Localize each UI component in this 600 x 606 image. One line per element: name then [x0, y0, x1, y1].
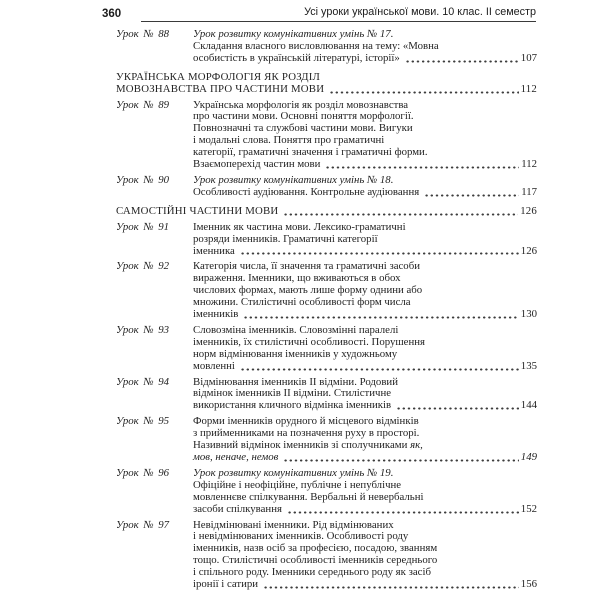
toc-line: [193, 309, 537, 321]
toc-text: іменників: [193, 308, 239, 321]
toc-entry-body: [193, 325, 537, 373]
dot-leader: [396, 403, 519, 412]
page-ref: 156: [520, 578, 537, 591]
toc-entry: [116, 520, 537, 591]
toc-line: [193, 452, 537, 464]
lesson-label: Урок № 93: [116, 323, 170, 336]
toc-text: Категорія числа, її значення та граматичні засоби: [193, 260, 420, 273]
toc-text: УКРАЇНСЬКА МОРФОЛОГІЯ ЯК РОЗДІЛ: [116, 70, 321, 83]
toc-text: з прийменниками на позначення руху в просторі.: [193, 427, 420, 440]
toc-entry-body: [193, 175, 537, 199]
toc-text: іменників, назв осіб за професією, посадою, званням: [193, 542, 438, 555]
toc-text: Невідмінювані іменники. Рід відмінюваних: [193, 518, 394, 531]
toc-entry: [116, 261, 537, 321]
toc-text: Відмінювання іменників ІІ відміни. Родовий: [193, 375, 398, 388]
lesson-label: Урок № 88: [116, 28, 170, 40]
page-ref: 112: [521, 158, 537, 171]
toc-text: множини. Стилістичні особливості форм числа: [193, 296, 411, 309]
toc-line: [193, 361, 537, 373]
toc-line: [193, 234, 537, 246]
toc-line: [193, 53, 537, 65]
page-number: 360: [102, 8, 122, 20]
lesson-label: Урок № 96: [116, 466, 170, 479]
toc-text: Форми іменників орудного й місцевого відмінків: [193, 415, 419, 428]
toc-entry: [116, 377, 537, 413]
header-rule: [141, 6, 536, 22]
lesson-label: Урок № 89: [116, 98, 170, 111]
page-ref: 149: [520, 451, 537, 463]
page-ref: 126: [520, 244, 537, 257]
dot-leader: [240, 364, 519, 373]
toc-text: і спільного роду. Іменники середнього роду як засіб: [193, 566, 431, 579]
toc-entry-body: [193, 416, 537, 464]
toc-text: Складання власного висловлювання на тему: «Мовна: [193, 39, 439, 52]
dot-leader: [283, 209, 518, 218]
page-ref: 112: [520, 82, 537, 95]
page-ref: 126: [520, 204, 537, 217]
toc-entry: [116, 72, 537, 96]
toc-text: іменника: [193, 244, 235, 257]
toc-entry-body: [193, 29, 537, 65]
toc-text: мовленнєве спілкування. Вербальні й невербальні: [193, 490, 424, 503]
dot-leader: [329, 87, 518, 96]
toc-entry: [116, 29, 537, 65]
dot-leader: [283, 455, 518, 464]
lesson-label: Урок № 97: [116, 518, 170, 531]
dot-leader: [287, 507, 519, 516]
toc-line: [193, 349, 537, 361]
dot-leader: [263, 582, 519, 591]
toc-entry-body: [193, 100, 537, 171]
toc-line: [193, 159, 537, 171]
toc-entry: [116, 416, 537, 464]
toc-text: категорії, граматичні значення і граматичні форми.: [193, 146, 428, 159]
toc-text: засоби спілкування: [193, 502, 282, 515]
toc-text: Офіційне і неофіційне, публічне і непублічне: [193, 478, 402, 491]
toc-text: відмінок іменників ІІ відміни. Стилістичне: [193, 387, 392, 400]
toc-text: іронії і сатири: [193, 578, 259, 591]
page-ref: 107: [520, 51, 537, 64]
page-header: [102, 6, 536, 22]
toc-text: тощо. Стилістичні особливості іменників середнього: [193, 554, 438, 567]
toc-text: Урок розвитку комунікативних умінь № 18.: [193, 173, 394, 186]
dot-leader: [405, 56, 519, 65]
lesson-label: Урок № 94: [116, 375, 170, 388]
dot-leader: [424, 190, 519, 199]
toc-line: [116, 84, 537, 96]
toc-line: [193, 504, 537, 516]
toc-text: числових формах, мають лише форму однини або: [193, 284, 423, 297]
lesson-label: Урок № 92: [116, 260, 170, 273]
toc-text: особистість в українській літературі, історії»: [193, 51, 400, 64]
toc-text: Взаємоперехід частин мови: [193, 158, 321, 171]
toc-line: [193, 297, 537, 309]
toc-entry: [116, 325, 537, 373]
toc-line: [193, 222, 537, 234]
toc-text: Особливості аудіювання. Контрольне аудіювання: [193, 185, 420, 198]
toc-line: [193, 400, 537, 412]
toc-text: Урок розвитку комунікативних умінь № 19.: [193, 466, 394, 479]
toc-entry-body: [193, 261, 537, 321]
toc-text: Українська морфологія як розділ мовознавства: [193, 98, 409, 111]
toc-text: вираження. Іменники, що вживаються в обох: [193, 272, 401, 285]
page-ref: 135: [520, 359, 537, 372]
page-ref: 117: [521, 185, 537, 198]
toc-line: [116, 206, 537, 218]
page-ref: 130: [520, 308, 537, 321]
running-title: Усі уроки української мови. 10 клас. ІІ семестр: [304, 6, 536, 18]
page-ref: 152: [520, 502, 537, 515]
toc-text: про частини мови. Основні поняття морфології.: [193, 110, 414, 123]
toc-text: використання кличного відмінка іменників: [193, 399, 392, 412]
toc-entry: [116, 175, 537, 199]
toc-line: [116, 72, 537, 84]
toc-text: і невідмінюваних іменників. Особливості роду: [193, 530, 409, 543]
toc-text: Урок розвитку комунікативних умінь № 17.: [193, 28, 394, 40]
toc-text: як,: [410, 439, 423, 452]
toc-line: [193, 187, 537, 199]
lesson-label: Урок № 95: [116, 415, 170, 428]
toc-text: Словозміна іменників. Словозмінні паралелі: [193, 323, 399, 336]
lesson-label: Урок № 91: [116, 220, 170, 233]
toc-text: мов, неначе, немов: [193, 451, 279, 463]
toc-entry: [116, 468, 537, 516]
toc-entry: [116, 100, 537, 171]
toc-line: [193, 579, 537, 591]
toc-entry: [116, 222, 537, 258]
toc-entry-body: [193, 377, 537, 413]
toc-line: [193, 246, 537, 258]
toc-entry-body: [193, 222, 537, 258]
toc-entry-body: [193, 520, 537, 591]
toc-text: Іменник як частина мови. Лексико-граматичні: [193, 220, 406, 233]
toc-list: [116, 29, 537, 591]
toc-text: МОВОЗНАВСТВА ПРО ЧАСТИНИ МОВИ: [116, 82, 325, 95]
page-ref: 144: [520, 399, 537, 412]
toc-line: [193, 492, 537, 504]
toc-text: САМОСТІЙНІ ЧАСТИНИ МОВИ: [116, 204, 279, 217]
toc-text: Називний відмінок іменників зі сполучниками: [193, 439, 411, 452]
toc-line: [193, 337, 537, 349]
dot-leader: [325, 162, 519, 171]
dot-leader: [243, 312, 518, 321]
toc-text: Повнозначні та службові частини мови. Вигуки: [193, 122, 413, 135]
lesson-label: Урок № 90: [116, 173, 170, 186]
toc-line: [193, 480, 537, 492]
toc-text: розряди іменників. Граматичні категорії: [193, 232, 378, 245]
toc-text: і модальні слова. Поняття про граматичні: [193, 134, 385, 147]
dot-leader: [240, 248, 519, 257]
toc-text: норм відмінювання іменників у художньому: [193, 347, 398, 360]
toc-text: іменників, їх стилістичні особливості. Порушення: [193, 335, 425, 348]
toc-entry: [116, 206, 537, 218]
book-page: [0, 6, 600, 606]
toc-entry-body: [193, 468, 537, 516]
toc-text: мовленні: [193, 359, 235, 372]
